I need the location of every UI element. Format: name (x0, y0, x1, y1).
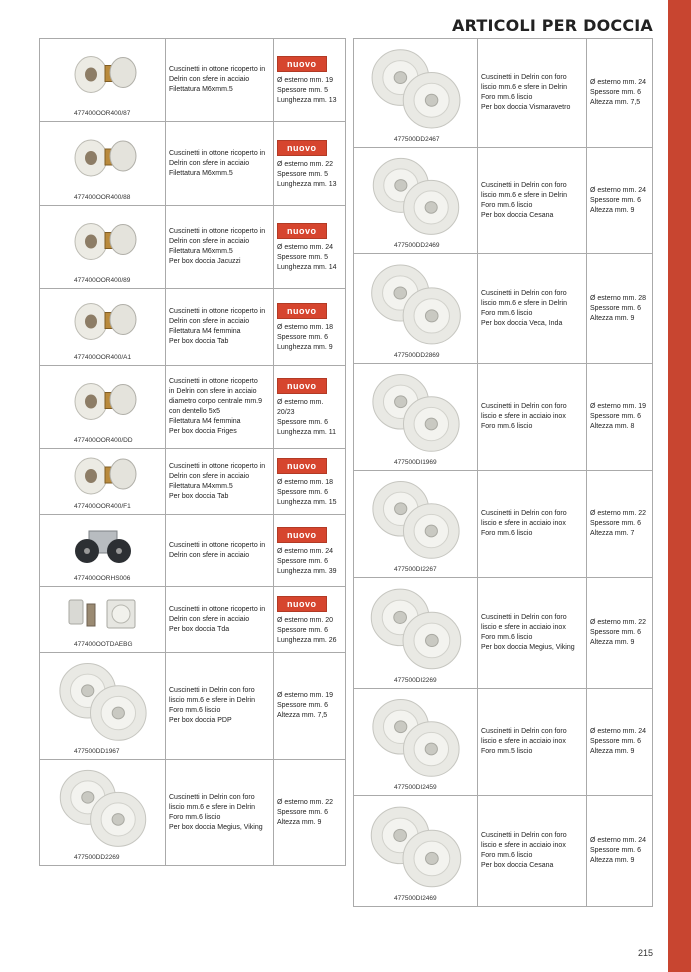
spec-line: Lunghezza mm. 13 (277, 97, 337, 104)
delrin-wheel-image (40, 760, 166, 866)
spec-line: Altezza mm. 9 (590, 639, 635, 646)
page-number: 215 (637, 948, 653, 958)
product-image-cell (40, 449, 166, 515)
spec-line: Ø esterno mm. 19 (277, 77, 334, 84)
description-line: Per box doccia Megius, Viking (169, 823, 263, 831)
product-image-cell (40, 289, 166, 366)
product-row (354, 471, 653, 578)
description-line: Delrin con sfere in acciaio (169, 76, 250, 83)
product-image-cell (354, 364, 478, 471)
description-line: liscio e sfere in acciaio inox (481, 624, 566, 631)
spec-line: Spessore mm. 5 (277, 87, 328, 94)
description-line: Foro mm.6 liscio (481, 201, 533, 209)
product-image-cell (40, 122, 166, 206)
product-specs (274, 449, 346, 515)
description-line: Filettatura M6xmm.5 (169, 248, 233, 255)
product-row (354, 364, 653, 471)
spec-line: Ø esterno mm. 18 (277, 324, 334, 331)
product-row (354, 148, 653, 254)
product-code: 477400OOR400/89 (74, 277, 131, 284)
product-row (40, 653, 346, 760)
product-description (166, 206, 274, 289)
description-line: Cuscinetti in ottone ricoperto (169, 378, 258, 385)
spec-line: Spessore mm. 6 (590, 413, 641, 420)
spec-line: Lunghezza mm. 39 (277, 567, 337, 575)
new-badge: nuovo (277, 303, 327, 319)
description-line: Per box doccia Tda (169, 625, 230, 633)
product-description (478, 471, 587, 578)
spec-line: Lunghezza mm. 14 (277, 264, 337, 271)
spec-line: Altezza mm. 9 (590, 857, 635, 864)
description-line: Cuscinetti in ottone ricoperto in (169, 605, 266, 613)
description-line: Per box doccia Cesana (481, 862, 554, 869)
product-specs (587, 689, 653, 796)
product-description (166, 760, 274, 866)
spec-line: Altezza mm. 8 (590, 423, 635, 430)
product-row (354, 254, 653, 364)
product-specs (587, 578, 653, 689)
spec-line: Spessore mm. 5 (277, 254, 328, 261)
product-code: 477500DD2869 (394, 352, 440, 359)
description-line: Filettatura M6xmm.5 (169, 86, 233, 93)
spec-line: Lunghezza mm. 9 (277, 344, 333, 351)
product-code: 477500DD2269 (74, 854, 120, 861)
product-code: 477400OOR400/88 (74, 194, 131, 201)
spec-line: Ø esterno mm. 24 (277, 244, 334, 251)
description-line: con dentello 5x5 (169, 408, 220, 415)
product-specs (274, 206, 346, 289)
spec-line: Spessore mm. 6 (277, 626, 328, 634)
spec-line: Ø esterno mm. 22 (277, 160, 334, 168)
description-line: Cuscinetti in Delrin con foro (481, 403, 567, 410)
product-specs (274, 515, 346, 587)
description-line: Cuscinetti in Delrin con foro (481, 181, 567, 189)
new-badge: nuovo (277, 458, 327, 474)
spec-line: Altezza mm. 9 (590, 748, 635, 755)
delrin-wheel-image (354, 689, 478, 796)
description-line: Cuscinetti in ottone ricoperto in (169, 66, 266, 73)
description-line: Per box doccia Friges (169, 428, 237, 435)
spec-line: Spessore mm. 6 (590, 847, 641, 854)
product-code: 477500DD2469 (394, 242, 440, 249)
spec-line: Altezza mm. 9 (590, 206, 635, 214)
delrin-wheel-image (354, 471, 478, 578)
product-table-left (39, 38, 346, 866)
product-image-cell (40, 653, 166, 760)
page-title: ARTICOLI PER DOCCIA (452, 16, 653, 35)
spec-line: Ø esterno mm. 22 (590, 510, 647, 517)
spec-line: Spessore mm. 6 (590, 89, 641, 96)
product-row (40, 206, 346, 289)
product-specs (587, 148, 653, 254)
description-line: Per box doccia Tab (169, 492, 229, 500)
description-line: liscio mm.6 e sfere in Delrin (169, 697, 255, 704)
spec-line: Spessore mm. 6 (277, 557, 328, 565)
spec-line: Ø esterno mm. 28 (590, 294, 647, 302)
spec-line: Ø esterno mm. 24 (590, 186, 647, 194)
new-badge: nuovo (277, 596, 327, 612)
product-code: 477400OOR400/87 (74, 110, 131, 117)
product-description (478, 796, 587, 907)
product-specs (274, 366, 346, 449)
description-line: Cuscinetti in ottone ricoperto in (169, 541, 266, 549)
delrin-wheel-image (354, 364, 478, 471)
description-line: Cuscinetti in Delrin con foro (481, 728, 567, 735)
product-code: 477500DI2267 (394, 566, 437, 573)
product-description (166, 122, 274, 206)
product-code: 477400OOR400/A1 (74, 354, 132, 361)
spec-line: Ø esterno mm. (277, 399, 324, 406)
description-line: liscio e sfere in acciaio inox (481, 520, 566, 527)
description-line: Foro mm.6 liscio (481, 852, 533, 859)
description-line: Cuscinetti in ottone ricoperto in (169, 462, 266, 470)
spec-line: Ø esterno mm. 19 (277, 692, 334, 699)
delrin-wheel-image (354, 578, 478, 689)
spec-line: Ø esterno mm. 22 (277, 798, 334, 806)
description-line: Per box doccia PDP (169, 717, 232, 724)
product-description (478, 689, 587, 796)
spec-line: Spessore mm. 6 (590, 520, 641, 527)
product-code: 477500DI1969 (394, 459, 437, 466)
description-line: liscio e sfere in acciaio inox (481, 842, 566, 849)
product-row (40, 122, 346, 206)
spec-line: Ø esterno mm. 20 (277, 616, 334, 624)
description-line: Cuscinetti in Delrin con foro (481, 74, 567, 81)
spec-line: Lunghezza mm. 26 (277, 636, 337, 644)
delrin-wheel-image (354, 148, 478, 254)
spec-line: Spessore mm. 6 (277, 488, 328, 496)
product-description (478, 148, 587, 254)
description-line: Filettatura M4xmm.5 (169, 482, 233, 490)
product-code: 477500DD2467 (394, 136, 440, 143)
spec-line: Spessore mm. 6 (277, 808, 328, 816)
spec-line: Ø esterno mm. 18 (277, 478, 334, 486)
product-specs (274, 587, 346, 653)
spec-line: Lunghezza mm. 13 (277, 180, 337, 188)
spec-line: Altezza mm. 7,5 (277, 712, 328, 719)
description-line: Foro mm.6 liscio (169, 707, 221, 714)
description-line: Delrin con sfere in acciaio (169, 551, 250, 559)
description-line: Delrin con sfere in acciaio (169, 159, 250, 167)
product-description (166, 587, 274, 653)
product-code: 477400OOR400/DD (74, 437, 133, 444)
product-image-cell (40, 587, 166, 653)
product-image-cell (40, 366, 166, 449)
product-description (478, 254, 587, 364)
new-badge: nuovo (277, 527, 327, 543)
description-line: Foro mm.6 liscio (481, 530, 533, 537)
product-description (166, 39, 274, 122)
product-specs (274, 760, 346, 866)
description-line: Delrin con sfere in acciaio (169, 318, 250, 325)
product-code: 477400OOR400/F1 (74, 503, 131, 510)
product-specs (587, 796, 653, 907)
spec-line: 20/23 (277, 409, 295, 416)
product-image-cell (354, 254, 478, 364)
spec-line: Ø esterno mm. 22 (590, 619, 647, 626)
spec-line: Spessore mm. 6 (590, 196, 641, 204)
product-row (40, 289, 346, 366)
description-line: Foro mm.6 liscio (481, 94, 533, 101)
description-line: Foro mm.6 liscio (169, 813, 221, 821)
delrin-wheel-image (354, 39, 478, 148)
product-code: 477500DI2459 (394, 784, 437, 791)
description-line: Cuscinetti in Delrin con foro (169, 793, 255, 801)
description-line: Cuscinetti in Delrin con foro (481, 510, 567, 517)
product-specs (274, 39, 346, 122)
spec-line: Spessore mm. 6 (277, 334, 328, 341)
spec-line: Spessore mm. 5 (277, 170, 328, 178)
description-line: in Delrin con sfere in acciaio (169, 388, 257, 395)
product-image-cell (354, 39, 478, 148)
product-description (478, 39, 587, 148)
product-row (354, 578, 653, 689)
spec-line: Ø esterno mm. 24 (590, 728, 647, 735)
product-image-cell (354, 689, 478, 796)
side-color-band (668, 0, 691, 972)
product-row (40, 366, 346, 449)
description-line: Per box doccia Cesana (481, 211, 554, 219)
delrin-wheel-image (40, 653, 166, 760)
description-line: Foro mm.6 liscio (481, 423, 533, 430)
product-row (354, 689, 653, 796)
new-badge: nuovo (277, 140, 327, 156)
product-image-cell (354, 148, 478, 254)
description-line: Per box doccia Vismaravetro (481, 104, 571, 111)
description-line: Cuscinetti in Delrin con foro (481, 614, 567, 621)
spec-line: Spessore mm. 6 (590, 629, 641, 636)
description-line: liscio e sfere in acciaio inox (481, 738, 566, 745)
spec-line: Lunghezza mm. 15 (277, 498, 337, 506)
product-description (166, 449, 274, 515)
description-line: Cuscinetti in ottone ricoperto in (169, 149, 266, 157)
product-image-cell (354, 471, 478, 578)
description-line: Cuscinetti in Delrin con foro (481, 832, 567, 839)
description-line: Filettatura M4 femmina (169, 328, 241, 335)
description-line: Filettatura M6xmm.5 (169, 169, 233, 177)
product-specs (587, 254, 653, 364)
description-line: diametro corpo centrale mm.9 (169, 398, 262, 405)
new-badge: nuovo (277, 223, 327, 239)
product-row (40, 39, 346, 122)
product-row (40, 587, 346, 653)
product-specs (274, 289, 346, 366)
product-row (354, 39, 653, 148)
description-line: Cuscinetti in Delrin con foro (169, 687, 255, 694)
spec-line: Altezza mm. 7 (590, 530, 635, 537)
product-specs (274, 122, 346, 206)
product-row (40, 515, 346, 587)
spec-line: Lunghezza mm. 11 (277, 429, 337, 436)
product-table-right (353, 38, 653, 907)
spec-line: Altezza mm. 9 (277, 818, 322, 826)
description-line: Per box doccia Veca, Inda (481, 319, 563, 327)
product-image-cell (40, 39, 166, 122)
description-line: Delrin con sfere in acciaio (169, 615, 250, 623)
delrin-wheel-image (354, 796, 478, 907)
description-line: liscio e sfere in acciaio inox (481, 413, 566, 420)
description-line: Delrin con sfere in acciaio (169, 472, 250, 480)
product-image-cell (40, 515, 166, 587)
spec-line: Altezza mm. 7,5 (590, 99, 641, 106)
product-specs (587, 39, 653, 148)
product-row (40, 449, 346, 515)
product-row (40, 760, 346, 866)
description-line: liscio mm.6 e sfere in Delrin (169, 803, 255, 811)
product-code: 477500DI2269 (394, 677, 437, 684)
product-specs (587, 471, 653, 578)
product-description (166, 515, 274, 587)
product-description (478, 364, 587, 471)
spec-line: Spessore mm. 6 (590, 738, 641, 745)
description-line: liscio mm.6 e sfere in Delrin (481, 84, 567, 91)
product-code: 477500DD1967 (74, 748, 120, 755)
product-code: 477400OOTDAEBG (74, 641, 133, 648)
spec-line: Ø esterno mm. 24 (277, 547, 334, 555)
product-code: 477400OORHS006 (74, 575, 131, 582)
description-line: Cuscinetti in Delrin con foro (481, 289, 567, 297)
delrin-wheel-image (354, 254, 478, 364)
product-row (354, 796, 653, 907)
product-description (478, 578, 587, 689)
spec-line: Ø esterno mm. 24 (590, 837, 647, 844)
new-badge: nuovo (277, 56, 327, 72)
new-badge: nuovo (277, 378, 327, 394)
spec-line: Altezza mm. 9 (590, 314, 635, 322)
spec-line: Spessore mm. 6 (277, 419, 328, 426)
description-line: Foro mm.6 liscio (481, 634, 533, 641)
description-line: Cuscinetti in ottone ricoperto in (169, 228, 266, 235)
product-image-cell (354, 578, 478, 689)
description-line: Delrin con sfere in acciaio (169, 238, 250, 245)
description-line: Per box doccia Tab (169, 338, 229, 345)
product-specs (274, 653, 346, 760)
description-line: Per box doccia Jacuzzi (169, 258, 241, 265)
description-line: liscio mm.6 e sfere in Delrin (481, 191, 567, 199)
product-image-cell (40, 760, 166, 866)
description-line: Filettatura M4 femmina (169, 418, 241, 425)
description-line: Cuscinetti in ottone ricoperto in (169, 308, 266, 315)
product-image-cell (40, 206, 166, 289)
spec-line: Ø esterno mm. 19 (590, 403, 647, 410)
description-line: Foro mm.5 liscio (481, 748, 533, 755)
description-line: Per box doccia Megius, Viking (481, 644, 575, 651)
spec-line: Spessore mm. 6 (277, 702, 328, 709)
product-description (166, 289, 274, 366)
description-line: liscio mm.6 e sfere in Delrin (481, 299, 567, 307)
product-description (166, 366, 274, 449)
product-image-cell (354, 796, 478, 907)
product-specs (587, 364, 653, 471)
spec-line: Spessore mm. 6 (590, 304, 641, 312)
description-line: Foro mm.6 liscio (481, 309, 533, 317)
product-code: 477500DI2469 (394, 895, 437, 902)
spec-line: Ø esterno mm. 24 (590, 79, 647, 86)
product-description (166, 653, 274, 760)
